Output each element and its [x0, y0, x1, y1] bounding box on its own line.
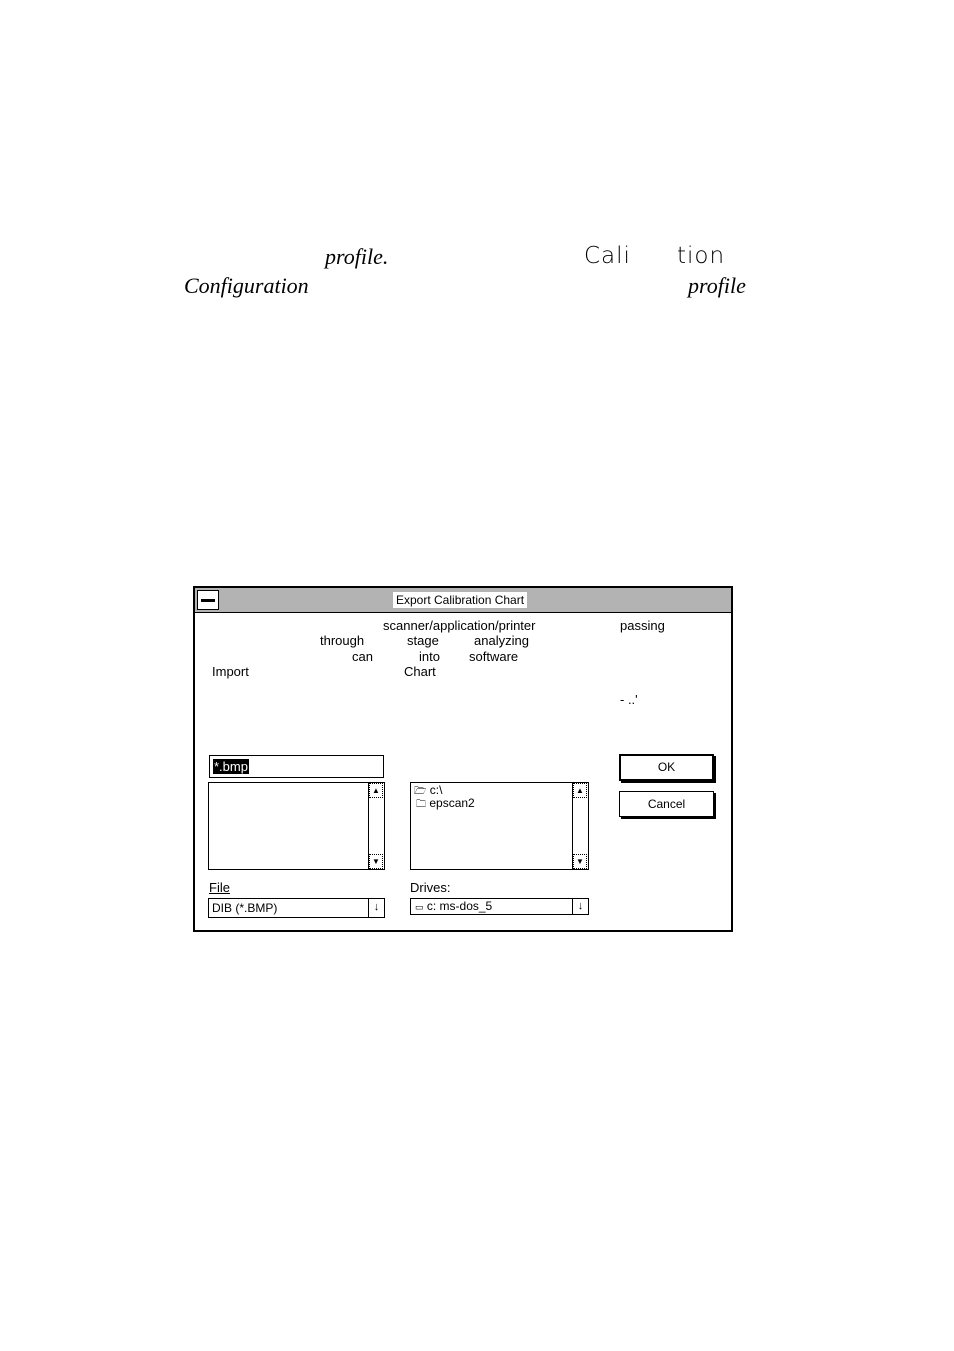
files-listbox[interactable] [208, 782, 385, 870]
text-stage: stage [407, 633, 439, 648]
text-software: software [469, 649, 519, 664]
directories-listbox[interactable] [410, 782, 589, 870]
file-type-label: File [209, 880, 230, 895]
dir-item-root-label: c:\ [429, 783, 443, 797]
drives-select[interactable] [410, 898, 589, 915]
filename-selected-text: *.bmp [214, 759, 248, 774]
dir-item-epscan2[interactable] [416, 797, 475, 811]
text-marks: - ..' [620, 692, 638, 707]
text-scanner: scanner/application/printer [383, 618, 536, 633]
text-chart: Chart [404, 664, 436, 679]
dropdown-arrow-icon[interactable]: ↓ [572, 899, 588, 914]
folder-open-icon: 🗁 [414, 786, 427, 797]
text-profile-1: profile. [325, 244, 389, 269]
ok-button[interactable]: OK [619, 754, 714, 781]
files-scrollbar[interactable] [368, 783, 384, 869]
file-type-value: DIB (*.BMP) [212, 901, 278, 915]
text-cali: Cali [584, 243, 631, 269]
folder-icon: 🗀 [416, 799, 426, 810]
scroll-down-arrow-icon[interactable]: ▼ [573, 854, 587, 869]
drives-label: Drives: [410, 880, 451, 895]
system-menu-icon[interactable] [197, 590, 219, 610]
dropdown-arrow-icon[interactable]: ↓ [368, 899, 384, 917]
export-calibration-chart-dialog [193, 586, 733, 932]
directories-scrollbar[interactable] [572, 783, 588, 869]
text-into: into [419, 649, 440, 664]
dialog-title: Export Calibration Chart [393, 592, 527, 608]
drive-icon: ▭ [415, 902, 424, 912]
text-can: can [352, 649, 373, 664]
file-type-select[interactable] [208, 898, 385, 918]
text-passing: passing [620, 618, 665, 633]
cancel-button[interactable]: Cancel [619, 791, 714, 817]
text-configuration: Configuration [184, 273, 309, 298]
scroll-down-arrow-icon[interactable]: ▼ [369, 854, 383, 869]
title-bar[interactable] [195, 588, 731, 613]
scroll-up-arrow-icon[interactable]: ▲ [369, 783, 383, 798]
text-profile-2: profile [688, 273, 746, 298]
text-through: through [320, 633, 365, 648]
text-tion: tion [677, 243, 726, 269]
drives-value: c: ms-dos_5 [426, 899, 493, 913]
text-analyzing: analyzing [474, 633, 529, 648]
filename-input[interactable] [209, 755, 384, 778]
scroll-up-arrow-icon[interactable]: ▲ [573, 783, 587, 798]
dir-item-epscan2-label: epscan2 [429, 796, 475, 810]
text-import: Import [212, 664, 249, 679]
